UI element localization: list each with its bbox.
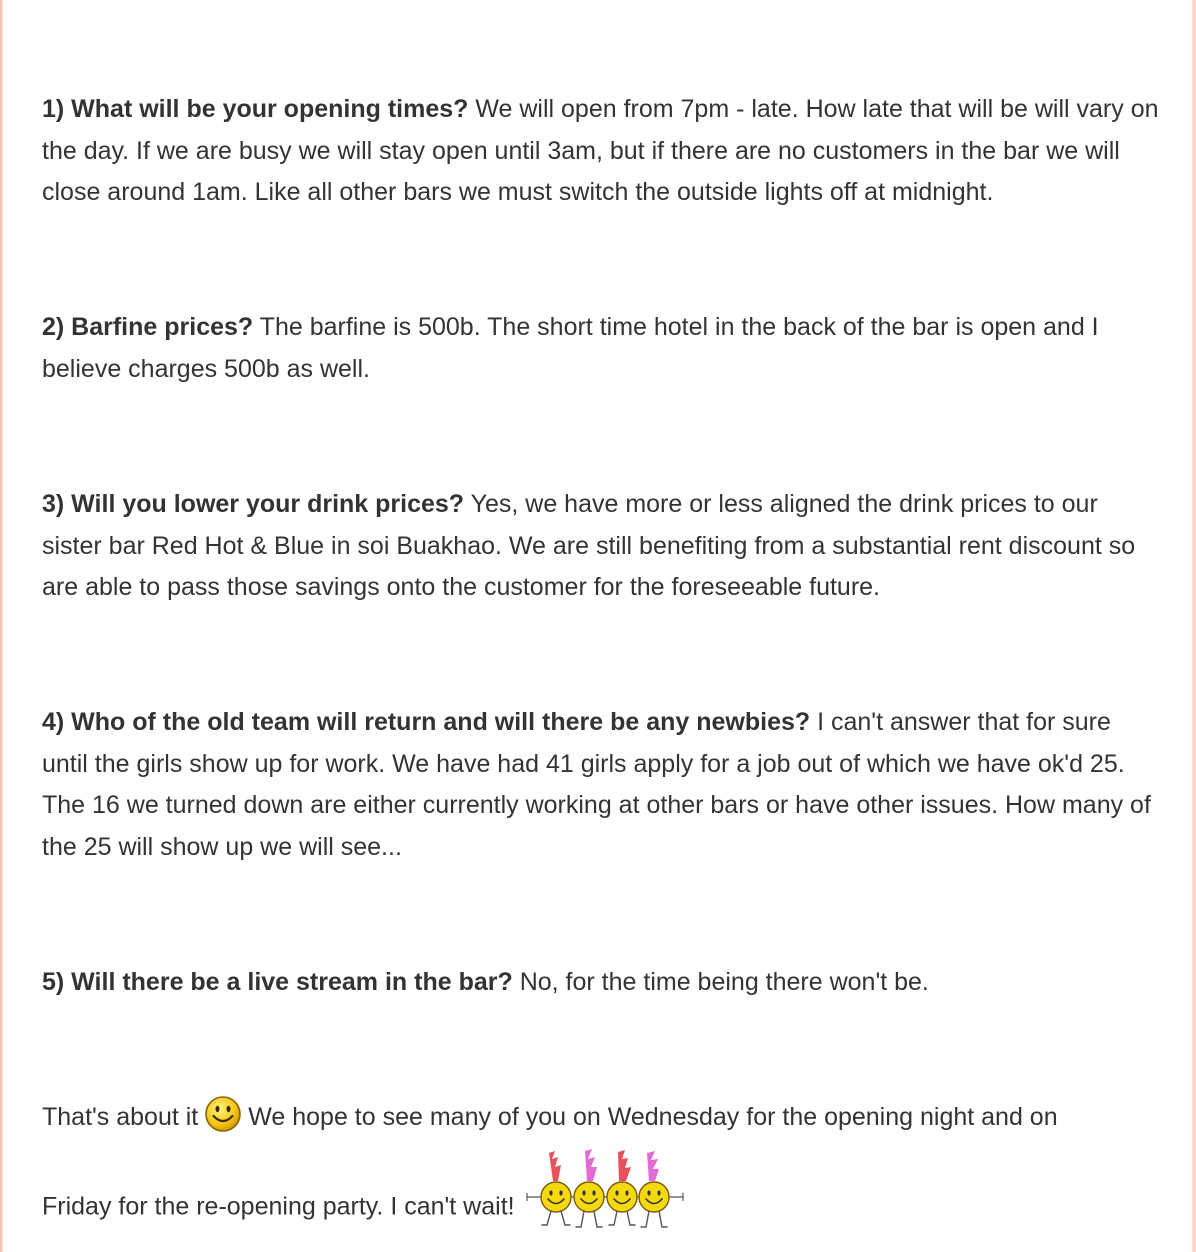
dancing-smileys-emoticon-icon [525,1147,685,1233]
answer-3: Yes, we have more or less aligned the drink prices to our sister bar Red Hot & Blue in soi Buakhao. We are still benefiting from a substantial rent discount so are able to pass those savings onto the customer for the foreseeable future. [42,490,1136,601]
qa-paragraph-4 [42,702,1162,868]
closing-text-3: Friday for the re-opening party. I can't wait! [42,1192,515,1221]
frame-right-border [1180,0,1196,1252]
qa-paragraph-1 [42,89,1162,214]
closing-text-1: That's about it [42,1103,199,1131]
answer-1: We will open from 7pm - late. How late that will be will vary on the day. If we are busy we will stay open until 3am, but if there are no customers in the bar we will close around 1am. Like all other bars we must switch the outside lights off at midnight. [42,95,1159,206]
question-2: 2) Barfine prices? [42,313,254,341]
question-4: 4) Who of the old team will return and will there be any newbies? [42,708,811,736]
qa-paragraph-5 [42,962,1162,1004]
closing-line-2 [42,1165,1162,1251]
frame-left-border [0,0,3,1252]
qa-paragraph-2 [42,307,1162,390]
smiley-emoticon-icon [204,1095,242,1133]
answer-2: The barfine is 500b. The short time hotel in the back of the bar is open and I believe charges 500b as well. [42,313,1099,383]
answer-4: I can't answer that for sure until the girls show up for work. We have had 41 girls apply for a job out of which we have ok'd 25. The 16 we turned down are either currently working at other bars or have other issues. How many of the 25 will show up we will see... [42,708,1151,861]
question-3: 3) Will you lower your drink prices? [42,490,465,518]
closing-text-2: We hope to see many of you on Wednesday for the opening night and on [248,1103,1058,1131]
question-1: 1) What will be your opening times? [42,95,469,123]
question-5: 5) Will there be a live stream in the bar? [42,968,513,996]
qa-paragraph-3 [42,484,1162,609]
answer-5: No, for the time being there won't be. [512,968,929,996]
closing-line-1 [42,1097,1162,1139]
